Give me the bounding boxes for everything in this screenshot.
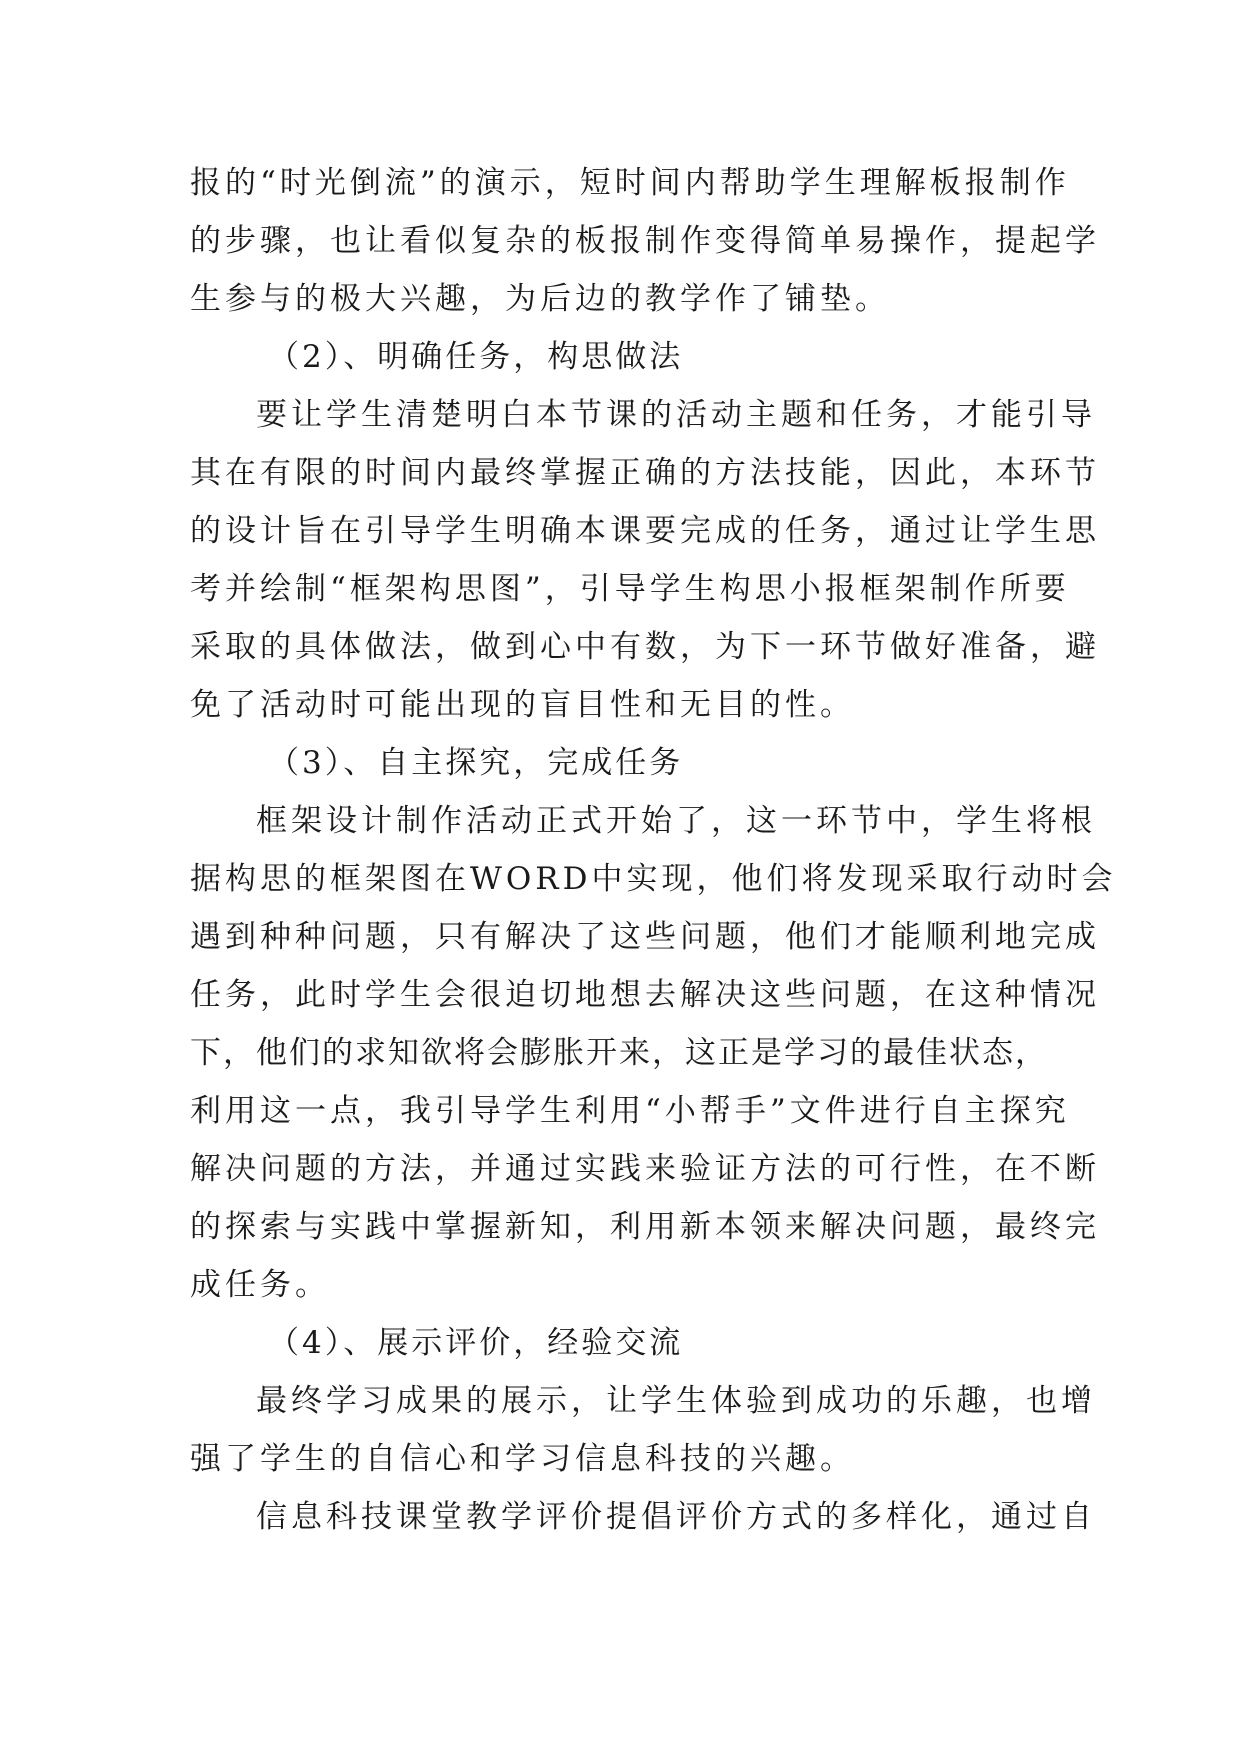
text-line: 其在有限的时间内最终掌握正确的方法技能，因此，本环节 <box>190 455 1100 491</box>
section-heading-3: （3）、自主探究，完成任务 <box>268 745 684 781</box>
text-line: 成任务。 <box>190 1267 330 1303</box>
text-line: 据构思的框架图在WORD中实现，他们将发现采取行动时会 <box>190 861 1117 897</box>
text-line: 生参与的极大兴趣，为后边的教学作了铺垫。 <box>190 281 890 317</box>
text-line: 遇到种种问题，只有解决了这些问题，他们才能顺利地完成 <box>190 919 1100 955</box>
section-heading-2: （2）、明确任务，构思做法 <box>268 339 684 375</box>
text-line: 下，他们的求知欲将会膨胀开来，这正是学习的最佳状态， <box>190 1035 1048 1071</box>
text-line: 的探索与实践中掌握新知，利用新本领来解决问题，最终完 <box>190 1209 1100 1245</box>
section-heading-4: （4）、展示评价，经验交流 <box>268 1325 684 1361</box>
text-line: 的设计旨在引导学生明确本课要完成的任务，通过让学生思 <box>190 513 1100 549</box>
paragraph-first-line: 要让学生清楚明白本节课的活动主题和任务，才能引导 <box>256 397 1096 433</box>
text-line: 利用这一点，我引导学生利用“小帮手”文件进行自主探究 <box>190 1093 1070 1129</box>
text-line: 免了活动时可能出现的盲目性和无目的性。 <box>190 687 855 723</box>
paragraph-first-line: 框架设计制作活动正式开始了，这一环节中，学生将根 <box>256 803 1096 839</box>
text-line: 解决问题的方法，并通过实践来验证方法的可行性，在不断 <box>190 1151 1100 1187</box>
text-line: 报的“时光倒流”的演示，短时间内帮助学生理解板报制作 <box>190 165 1070 201</box>
body-text <box>190 154 1117 1546</box>
paragraph-first-line: 信息科技课堂教学评价提倡评价方式的多样化，通过自 <box>256 1499 1096 1535</box>
text-line: 的步骤，也让看似复杂的板报制作变得简单易操作，提起学 <box>190 223 1100 259</box>
text-line: 采取的具体做法，做到心中有数，为下一环节做好准备，避 <box>190 629 1100 665</box>
text-line: 考并绘制“框架构思图”，引导学生构思小报框架制作所要 <box>190 571 1070 607</box>
text-line: 任务，此时学生会很迫切地想去解决这些问题，在这种情况 <box>190 977 1100 1013</box>
text-line: 强了学生的自信心和学习信息科技的兴趣。 <box>190 1441 855 1477</box>
paragraph-first-line: 最终学习成果的展示，让学生体验到成功的乐趣，也增 <box>256 1383 1096 1419</box>
